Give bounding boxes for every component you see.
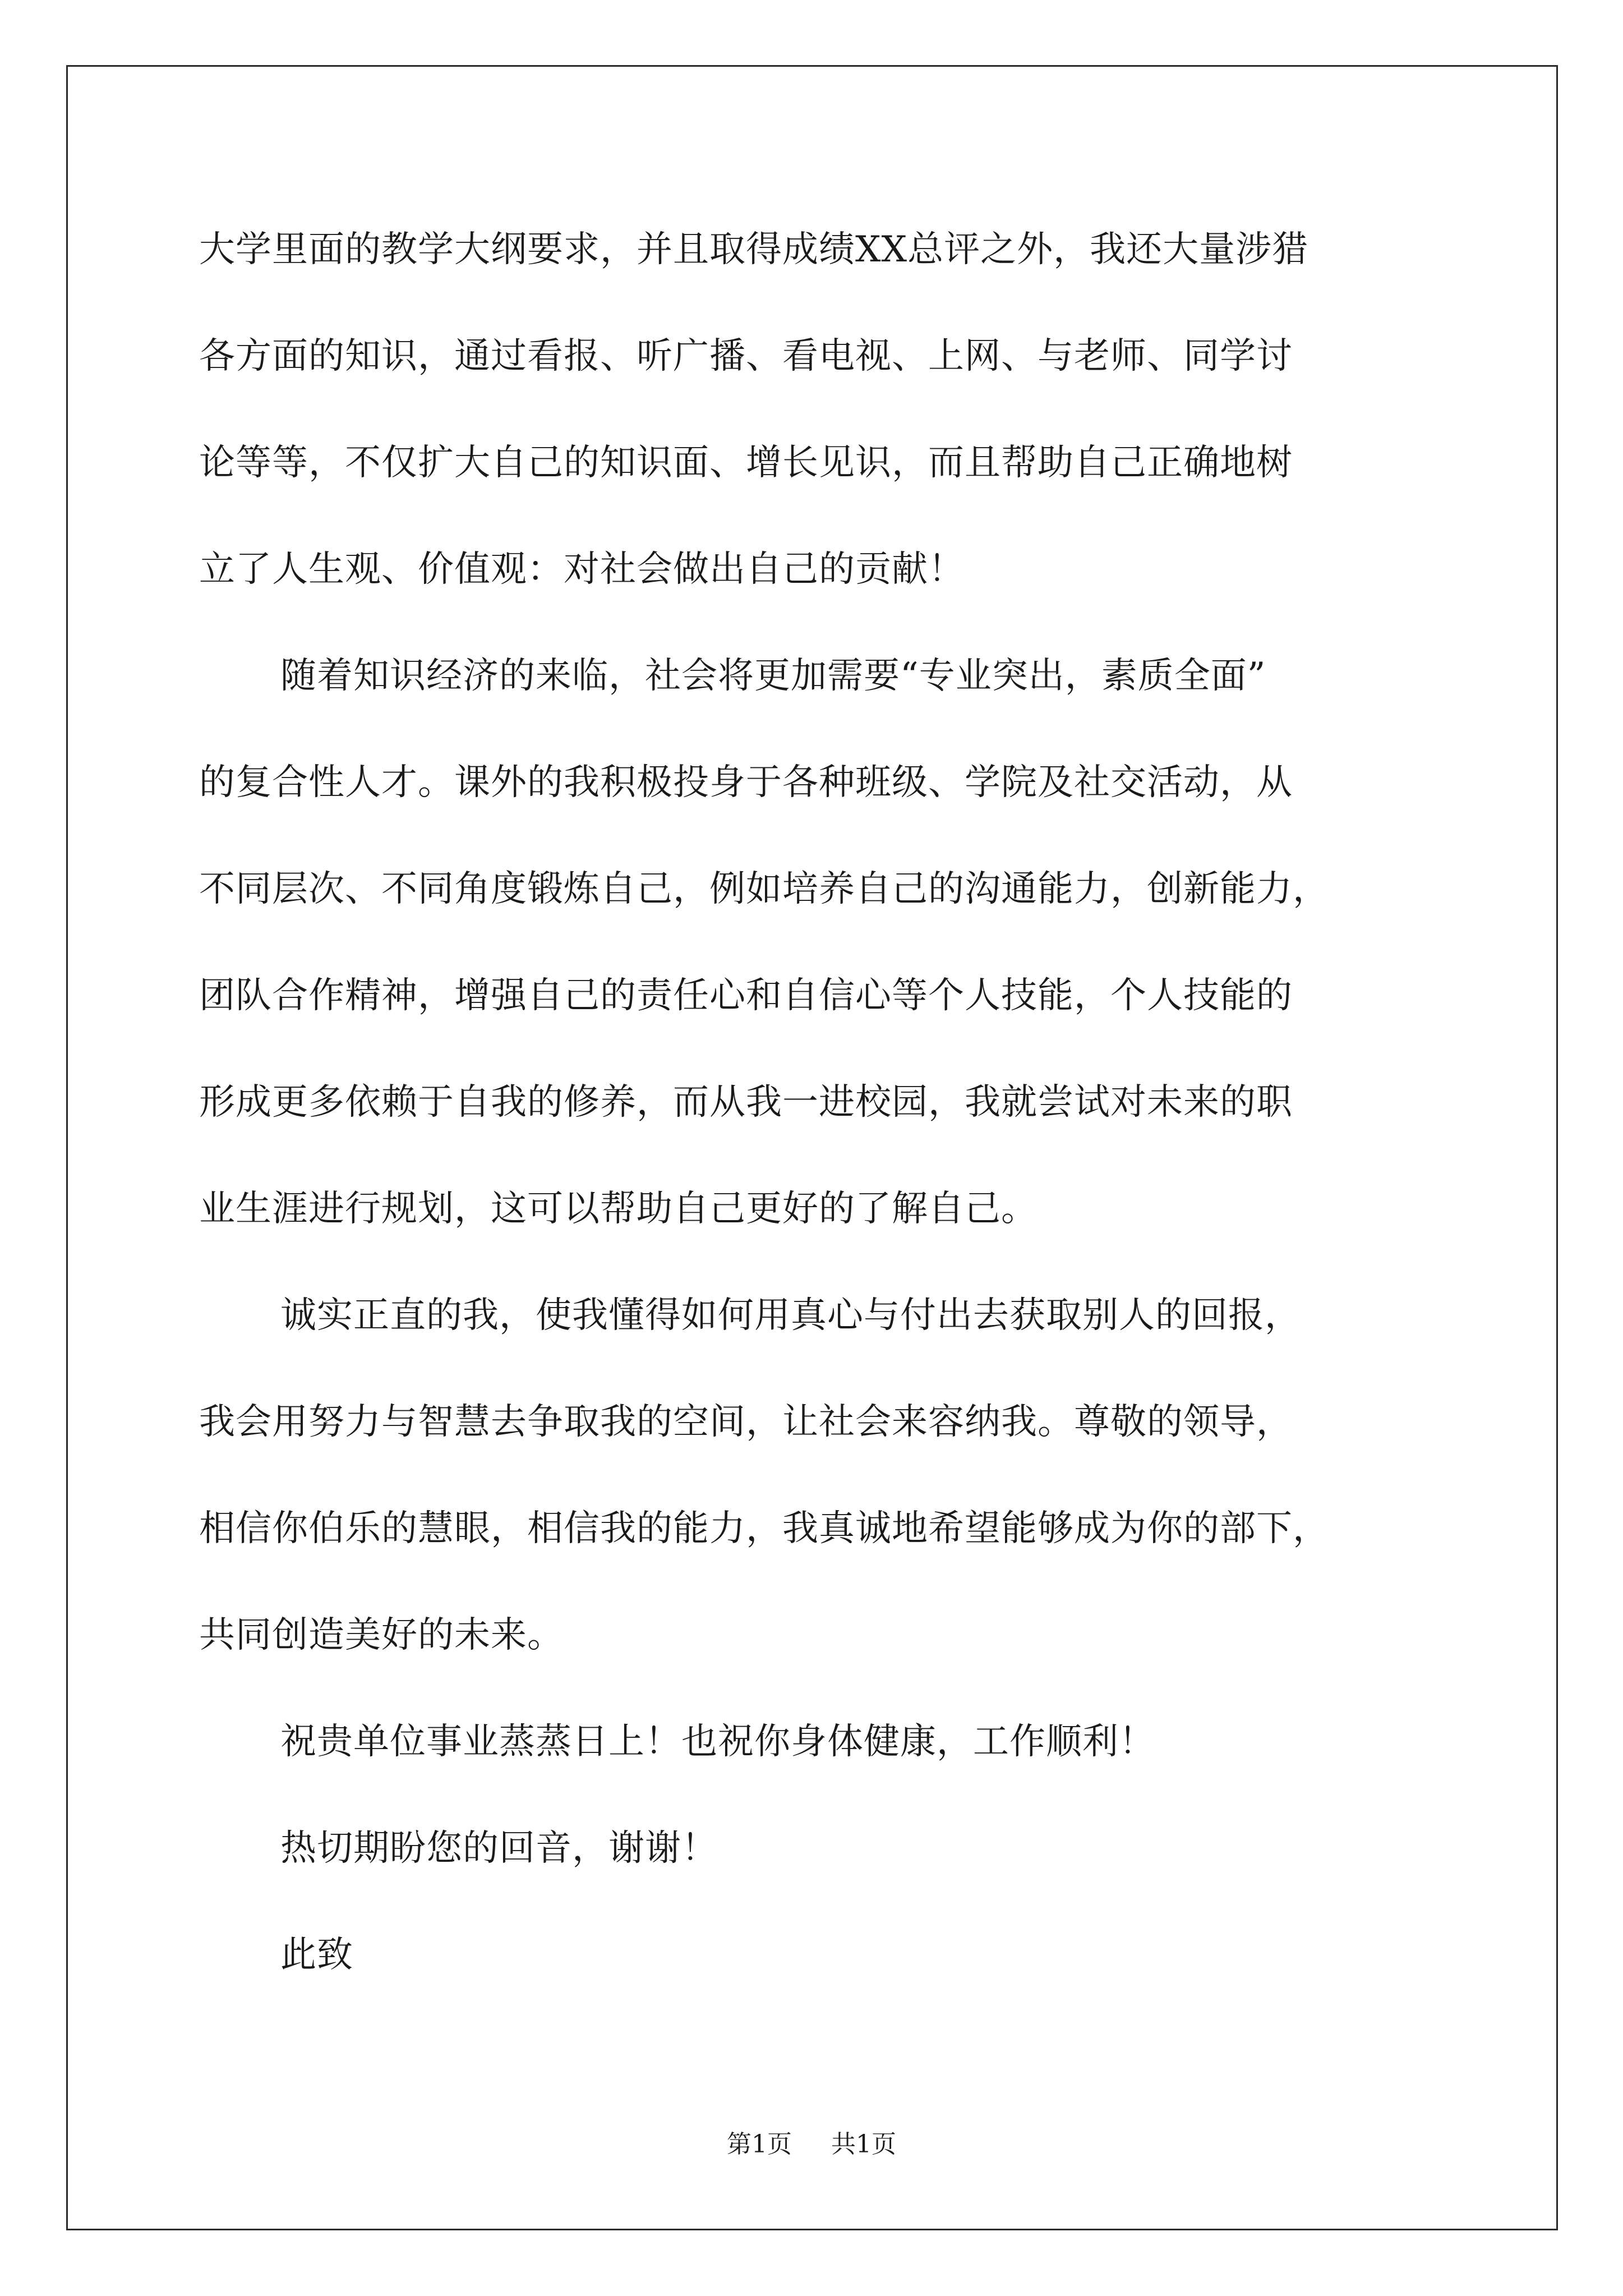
page-frame [66,65,1558,2230]
paragraph-2-line-3: 不同层次、不同角度锻炼自己，例如培养自己的沟通能力，创新能力， [199,868,1329,910]
page-footer [0,2129,1623,2160]
page-total: 共1页 [831,2130,896,2159]
paragraph-1-line-4: 立了人生观、价值观：对社会做出自己的贡献！ [199,549,965,590]
paragraph-1-line-3: 论等等，不仅扩大自己的知识面、增长见识，而且帮助自己正确地树 [199,442,1293,484]
paragraph-3-line-4: 共同创造美好的未来。 [199,1614,564,1656]
page-number: 第1页 [727,2130,792,2159]
paragraph-2-line-1: 随着知识经济的来临，社会将更加需要“专业突出，素质全面” [280,655,1266,697]
paragraph-3-line-3: 相信你伯乐的慧眼，相信我的能力，我真诚地希望能够成为你的部下， [199,1508,1329,1549]
paragraph-1-line-1: 大学里面的教学大纲要求，并且取得成绩XX总评之外，我还大量涉猎 [199,229,1309,270]
closing-thanks: 热切期盼您的回音，谢谢！ [280,1828,718,1869]
paragraph-3-line-1: 诚实正直的我，使我懂得如何用真心与付出去获取别人的回报， [280,1295,1301,1336]
paragraph-2-line-2: 的复合性人才。课外的我积极投身于各种班级、学院及社交活动，从 [199,762,1293,803]
closing-wishes: 祝贵单位事业蒸蒸日上！也祝你身体健康，工作顺利！ [280,1721,1155,1763]
closing-salutation: 此致 [280,1934,353,1976]
paragraph-2-line-6: 业生涯进行规划，这可以帮助自己更好的了解自己。 [199,1188,1038,1230]
paragraph-3-line-2: 我会用努力与智慧去争取我的空间，让社会来容纳我。尊敬的领导， [199,1401,1293,1443]
paragraph-2-line-4: 团队合作精神，增强自己的责任心和自信心等个人技能，个人技能的 [199,975,1293,1016]
paragraph-2-line-5: 形成更多依赖于自我的修养，而从我一进校园，我就尝试对未来的职 [199,1082,1293,1123]
paragraph-1-line-2: 各方面的知识，通过看报、听广播、看电视、上网、与老师、同学讨 [199,335,1293,377]
